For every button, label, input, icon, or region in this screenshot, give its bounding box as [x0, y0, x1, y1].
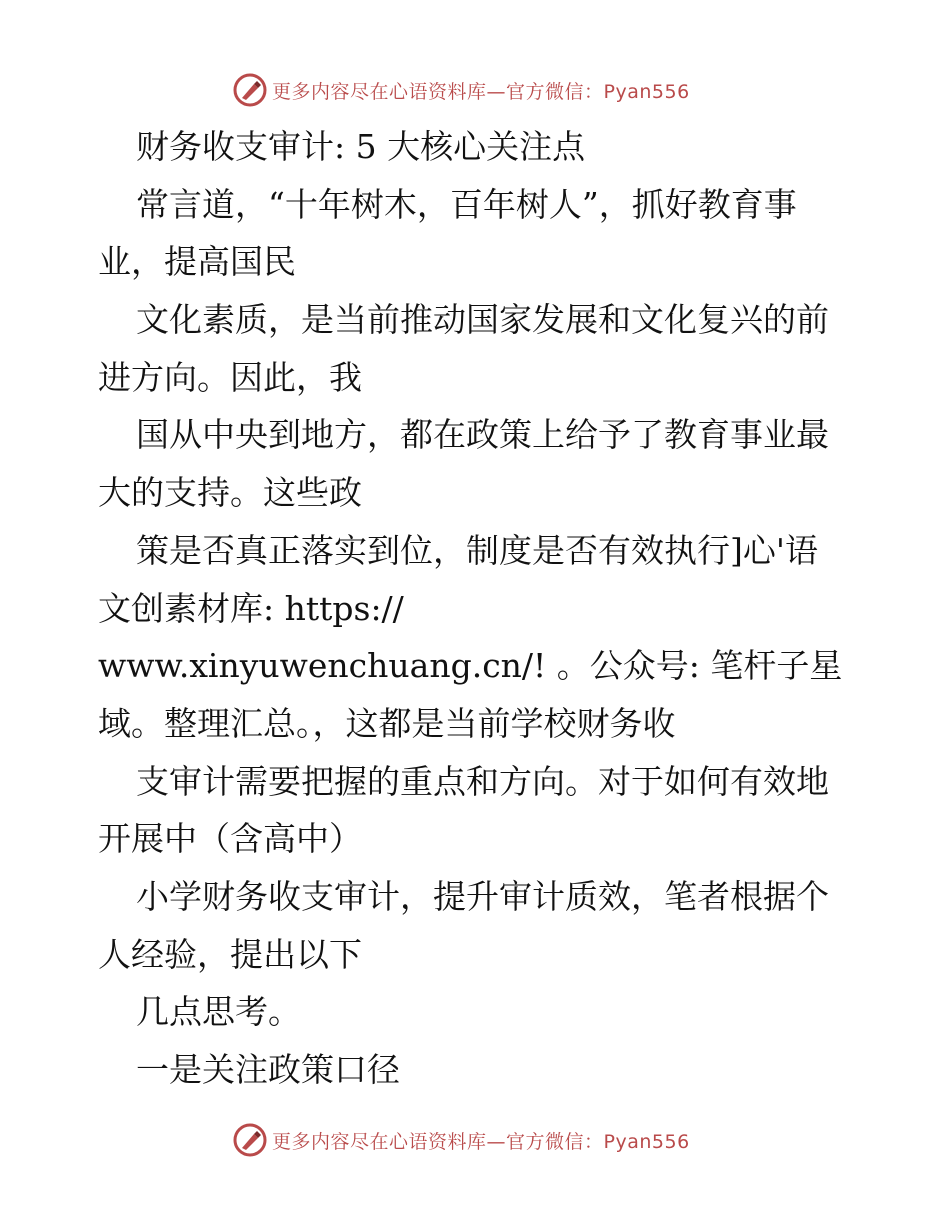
text-line: 进方向。因此，我 [98, 357, 362, 397]
text-line: 一是关注政策口径 [136, 1050, 400, 1089]
text-line: 国从中央到地方，都在政策上给予了教育事业最 [136, 415, 829, 455]
pen-logo-icon [232, 1122, 268, 1158]
text-line: 小学财务收支审计，提升审计质效，笔者根据个 [136, 876, 829, 916]
document-body [98, 118, 858, 1099]
footer-watermark-text: 更多内容尽在心语资料库—官方微信：Pyan556 [272, 1130, 690, 1153]
text-line: 财务收支审计: 5 大核心关注点 [136, 127, 586, 166]
text-line: 人经验，提出以下 [98, 934, 362, 974]
header-watermark-text: 更多内容尽在心语资料库—官方微信：Pyan556 [272, 80, 690, 103]
text-line: 支审计需要把握的重点和方向。对于如何有效地 [136, 761, 829, 801]
footer-watermark [232, 1120, 690, 1160]
header-watermark [232, 70, 690, 110]
text-line: 域。整理汇总。，这都是当前学校财务收 [98, 703, 676, 743]
text-line: 几点思考。 [136, 992, 301, 1032]
pen-logo-icon [232, 72, 268, 108]
text-line: 常言道，“十年树木，百年树人”，抓好教育事 [136, 184, 797, 224]
text-line: 文创素材库: https:// [98, 588, 404, 628]
text-line: 策是否真正落实到位，制度是否有效执行]心'语 [136, 530, 818, 570]
text-line: 开展中（含高中） [98, 819, 362, 859]
text-line: 文化素质，是当前推动国家发展和文化复兴的前 [136, 300, 829, 340]
text-line: www.xinyuwenchuang.cn/! 。公众号: 笔杆子星 [98, 646, 843, 686]
text-line: 业，提高国民 [98, 242, 296, 282]
text-line: 大的支持。这些政 [98, 473, 362, 513]
